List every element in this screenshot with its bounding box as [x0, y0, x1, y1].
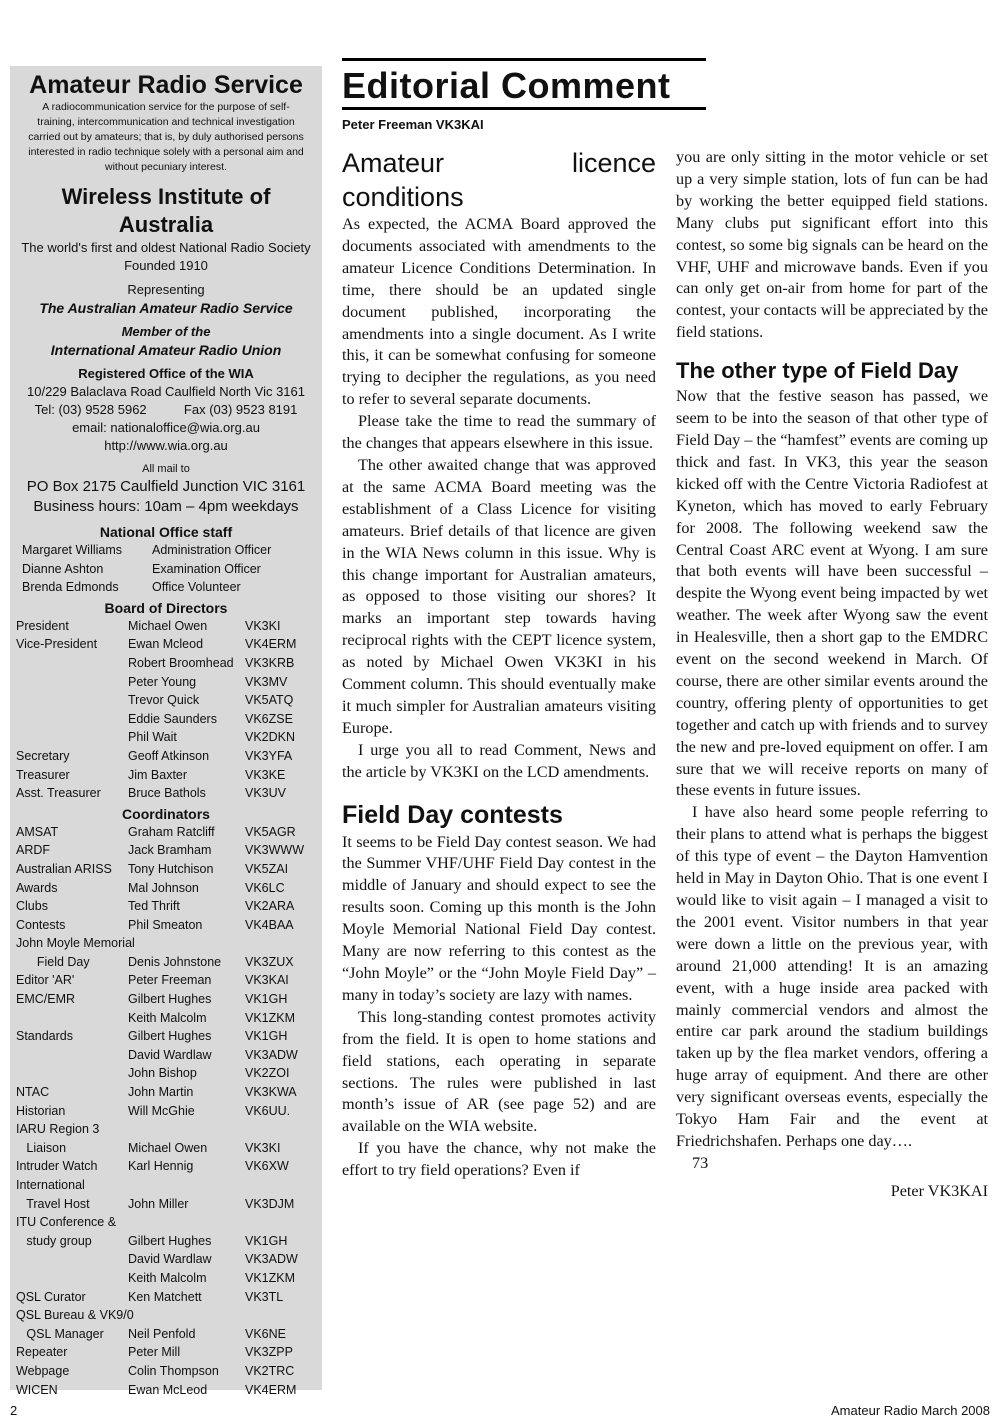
list-item: [16, 578, 316, 597]
publication-issue: Amateur Radio March 2008: [831, 1403, 990, 1418]
list-item: [16, 953, 316, 972]
position-title: Liaison: [16, 1140, 67, 1155]
heading-other-field-day: The other type of Field Day: [676, 358, 959, 384]
list-item: [16, 1157, 316, 1176]
person-name: Karl Hennig: [128, 1159, 194, 1174]
position-title: Asst. Treasurer: [16, 786, 101, 801]
paragraph: Please take the time to read the summary of the changes that appears elsewhere in this issue.: [342, 412, 656, 453]
person-name: Jim Baxter: [128, 767, 188, 782]
person-name: Geoff Atkinson: [128, 748, 210, 763]
person-name: Ewan McLeod: [128, 1382, 208, 1397]
list-item: [16, 766, 316, 785]
heading-licence-conditions: Amateur licence conditions: [342, 148, 656, 212]
paragraph: The other awaited change that was approved at the same ACMA Board meeting was the establishment of a Class Licence for visiting amateurs. Brief details of that licence are given in the WIA News column in this issue. Why is this change important for Australian amateurs, as opposed to those visiting our shores? It marks an important step towards having reciprocal rights with the CEPT licence system, as noted by Michael Owen VK3KI in his Comment column. This should eventually make it much simpler for Australian amateurs visiting Europe.: [342, 455, 656, 737]
person-name: Neil Penfold: [128, 1326, 196, 1341]
callsign: VK3KE: [245, 767, 286, 782]
list-item: [16, 747, 316, 766]
callsign: [245, 934, 315, 953]
callsign: VK3ADW: [245, 1252, 298, 1267]
callsign: VK6NE: [245, 1326, 286, 1341]
staff-role: Examination Officer: [152, 561, 261, 576]
page-number: 2: [10, 1403, 18, 1418]
position-title: Vice-President: [16, 637, 98, 652]
person-name: Ewan Mcleod: [128, 637, 204, 652]
callsign: VK3DJM: [245, 1196, 295, 1211]
position-title: [16, 710, 128, 729]
list-item: [16, 1009, 316, 1028]
web-address: http://www.wia.org.au: [104, 438, 228, 453]
person-name: Michael Owen: [128, 618, 208, 633]
staff-role: Administration Officer: [152, 543, 272, 557]
callsign: VK3WWW: [245, 843, 305, 858]
person-name: Gilbert Hughes: [128, 1233, 212, 1248]
person-name: Keith Malcolm: [128, 1270, 207, 1285]
representing-label: Representing: [127, 282, 205, 297]
list-item: [16, 560, 316, 579]
editorial-byline: Peter Freeman VK3KAI: [342, 117, 484, 132]
paragraph: As expected, the ACMA Board approved the documents associated with amendments to the amateur Licence Conditions Determination. In time, there should be an updated single document published, incorporating the amendments into a single document. As I write this, it can be somewhat confusing for someone trying to decipher the regulations, as you need to refer to several separate documents.: [342, 215, 656, 409]
position-title: ARDF: [16, 843, 51, 858]
editorial-header: [342, 58, 992, 132]
position-title: Australian ARISS: [16, 861, 112, 876]
callsign: VK2TRC: [245, 1363, 295, 1378]
board-list: [16, 617, 316, 803]
list-item: [16, 1288, 316, 1307]
staff-heading: National Office staff: [99, 524, 233, 540]
member-of-label: Member of the: [121, 324, 211, 339]
position-title: [16, 691, 128, 710]
callsign: VK3YFA: [245, 748, 293, 763]
position-title: Clubs: [16, 899, 48, 914]
list-item: [16, 691, 316, 710]
position-title: Historian: [16, 1103, 66, 1118]
list-item: [16, 1027, 316, 1046]
list-item: [16, 990, 316, 1009]
board-heading: Board of Directors: [104, 599, 228, 616]
registered-office-heading: Registered Office of the WIA: [78, 366, 254, 381]
position-title: President: [16, 618, 69, 633]
po-box: PO Box 2175 Caulfield Junction VIC 3161: [26, 478, 306, 495]
position-title: [16, 673, 128, 692]
position-title: Editor 'AR': [16, 973, 75, 988]
person-name: Michael Owen: [128, 1140, 208, 1155]
page-footer: [10, 1403, 990, 1418]
callsign: VK3KAI: [245, 973, 289, 988]
business-hours: Business hours: 10am – 4pm weekdays: [33, 498, 299, 515]
list-item: [16, 1064, 316, 1083]
person-name: Graham Ratcliff: [128, 824, 215, 839]
callsign: VK3TL: [245, 1289, 284, 1304]
callsign: VK5ZAI: [245, 861, 289, 876]
person-name: Bruce Bathols: [128, 786, 206, 801]
position-title: QSL Manager: [16, 1326, 104, 1341]
staff-name: Margaret Williams: [22, 543, 123, 557]
list-item: [16, 1250, 316, 1269]
callsign: VK3ZPP: [245, 1345, 293, 1360]
paragraph: Now that the festive season has passed, we seem to be into the season of that other type of Field Day – the “hamfest” events are coming up thick and fast. In VK3, this year the season kicked off with the Centre Victoria Radiofest at Kyneton, which has moved to early February for 2008. The following weekend saw the Central Coast ARC event at Wyong. I am sure that both events will have been successful – despite the Wyong event being impacted by wet weather. The week after Wyong saw the event in Healesville, then a short gap to the EMDRC event on the second weekend in March. Of course, there are other similar events around the country, offering plenty of opportunities to get together and catch up with friends and to survey the new and pre-loved equipment on offer. I am sure that we will receive reports on many of these events in future issues.: [676, 387, 988, 800]
staff-role: Office Volunteer: [152, 580, 241, 595]
wia-tagline: The world's first and oldest National Radio Society: [21, 240, 311, 255]
list-item: [16, 1195, 316, 1214]
person-name: John Martin: [128, 1085, 194, 1100]
person-name: [128, 934, 245, 953]
position-title: Webpage: [16, 1363, 70, 1378]
position-title: Standards: [16, 1029, 73, 1044]
list-item: [16, 1381, 316, 1400]
callsign: VK6LC: [245, 880, 285, 895]
list-item: [16, 1083, 316, 1102]
callsign: [245, 1120, 315, 1139]
person-name: John Bishop: [128, 1066, 197, 1081]
aars-name: The Australian Amateur Radio Service: [39, 300, 293, 316]
signoff: Peter VK3KAI: [890, 1181, 988, 1200]
person-name: David Wardlaw: [128, 1252, 212, 1267]
position-title: IARU Region 3: [16, 1122, 100, 1137]
position-title: Awards: [16, 880, 58, 895]
person-name: Peter Freeman: [128, 973, 212, 988]
editorial-title: Editorial Comment: [342, 58, 706, 110]
coordinators-heading: Coordinators: [122, 805, 210, 822]
paragraph: you are only sitting in the motor vehicle or set up a very simple station, lots of fun can be had by working the better equipped field stations. Many clubs put significant effort into this contest, so some big signals can be heard on the VHF, UHF and microwave bands. Even if you can only get on-air from home for part of the contest, your contacts will be appreciated by the field stations.: [676, 148, 988, 342]
person-name: Eddie Saunders: [128, 711, 217, 726]
list-item: [16, 971, 316, 990]
person-name: John Miller: [128, 1196, 189, 1211]
person-name: Keith Malcolm: [128, 1010, 207, 1025]
email-address: email: nationaloffice@wia.org.au: [72, 420, 260, 435]
person-name: Ken Matchett: [128, 1289, 202, 1304]
heading-field-day-contests: Field Day contests: [342, 800, 563, 829]
list-item: [16, 879, 316, 898]
list-item: [16, 1306, 316, 1325]
all-mail-label: All mail to: [142, 463, 190, 475]
position-title: Contests: [16, 917, 66, 932]
iaru-name: International Amateur Radio Union: [50, 342, 282, 358]
position-title: ITU Conference &: [16, 1215, 117, 1230]
list-item: [16, 1232, 316, 1251]
position-title: NTAC: [16, 1085, 50, 1100]
staff-name: Dianne Ashton: [22, 561, 104, 576]
position-title: [16, 728, 128, 747]
list-item: [16, 541, 316, 560]
person-name: Phil Wait: [128, 730, 177, 745]
callsign: [245, 1176, 315, 1195]
person-name: [128, 1176, 245, 1195]
callsign: VK4BAA: [245, 917, 294, 932]
callsign: VK4ERM: [245, 1382, 297, 1397]
paragraph: It seems to be Field Day contest season. We had the Summer VHF/UHF Field Day contest in the middle of January and should expect to see the results soon. Coming up this month is the John Moyle Memorial National Field Day contest. Many are now referring to this contest as the “John Moyle” or the “John Moyle Field Day” – many in today’s society are lazy with names.: [342, 832, 656, 1004]
position-title: [16, 654, 128, 673]
ars-description: A radiocommunication service for the purpose of self-training, intercommunication and technical investigation carried out by amateurs; that is, by duly authorised persons interested in radio technique solely with a personal aim and without pecuniary interest.: [28, 101, 304, 173]
position-title: International: [16, 1178, 85, 1192]
list-item: [16, 617, 316, 636]
staff-list: [16, 541, 316, 597]
office-address: 10/229 Balaclava Road Caulfield North Vic 3161: [27, 384, 305, 399]
person-name: [128, 1306, 245, 1325]
person-name: Colin Thompson: [128, 1363, 219, 1378]
person-name: [128, 1120, 245, 1139]
person-name: Denis Johnstone: [128, 954, 222, 969]
callsign: VK1GH: [245, 1233, 288, 1248]
callsign: VK6XW: [245, 1159, 289, 1174]
person-name: Tony Hutchison: [128, 861, 214, 876]
list-item: [16, 916, 316, 935]
position-title: [16, 1009, 128, 1028]
person-name: Peter Mill: [128, 1345, 181, 1360]
staff-name: Brenda Edmonds: [22, 580, 119, 595]
wia-founded: Founded 1910: [124, 258, 208, 273]
position-title: AMSAT: [16, 824, 59, 839]
list-item: [16, 823, 316, 842]
list-item: [16, 728, 316, 747]
person-name: Jack Bramham: [128, 843, 212, 858]
ars-title: Amateur Radio Service: [29, 71, 303, 99]
list-item: [16, 841, 316, 860]
callsign: VK2ARA: [245, 899, 295, 914]
list-item: [16, 1102, 316, 1121]
position-title: John Moyle Memorial: [16, 936, 135, 951]
callsign: [245, 1213, 315, 1232]
person-name: Mal Johnson: [128, 880, 199, 895]
callsign: VK5AGR: [245, 824, 296, 839]
callsign: VK3KI: [245, 618, 281, 633]
list-item: [16, 1343, 316, 1362]
callsign: VK4ERM: [245, 637, 297, 652]
position-title: Field Day: [16, 954, 90, 969]
position-title: Travel Host: [16, 1196, 90, 1211]
callsign: VK3KWA: [245, 1085, 297, 1100]
list-item: [16, 1325, 316, 1344]
callsign: VK1ZKM: [245, 1270, 296, 1285]
callsign: VK1ZKM: [245, 1010, 296, 1025]
position-title: Intruder Watch: [16, 1159, 98, 1174]
wia-title: Wireless Institute of Australia: [61, 184, 271, 237]
fax: Fax (03) 9523 8191: [183, 402, 298, 417]
position-title: [16, 1250, 128, 1269]
callsign: VK6UU.: [245, 1103, 291, 1118]
person-name: Gilbert Hughes: [128, 1029, 212, 1044]
position-title: [16, 1064, 128, 1083]
list-item: [16, 1046, 316, 1065]
person-name: [128, 1213, 245, 1232]
callsign: VK3KI: [245, 1140, 281, 1155]
callsign: VK3KRB: [245, 655, 295, 670]
list-item: [16, 710, 316, 729]
position-title: QSL Bureau & VK9/0: [16, 1308, 134, 1323]
callsign: VK1GH: [245, 1029, 288, 1044]
callsign: VK3ZUX: [245, 954, 294, 969]
list-item: [16, 1139, 316, 1158]
list-item: [16, 934, 316, 953]
list-item: [16, 1176, 316, 1195]
list-item: [16, 635, 316, 654]
callsign: VK5ATQ: [245, 693, 294, 708]
position-title: QSL Curator: [16, 1289, 86, 1304]
paragraph: If you have the chance, why not make the effort to try field operations? Even if: [342, 1139, 656, 1180]
callsign: VK2ZOI: [245, 1066, 290, 1081]
person-name: Trevor Quick: [128, 693, 200, 708]
callsign: [245, 1306, 315, 1325]
person-name: Ted Thrift: [128, 899, 180, 914]
callsign: VK1GH: [245, 992, 288, 1007]
list-item: [16, 1269, 316, 1288]
position-title: [16, 1269, 128, 1288]
callsign: VK3UV: [245, 786, 286, 801]
list-item: [16, 1362, 316, 1381]
position-title: [16, 1046, 128, 1065]
list-item: [16, 673, 316, 692]
position-title: WICEN: [16, 1382, 58, 1397]
list-item: [16, 1213, 316, 1232]
position-title: Treasurer: [16, 767, 70, 782]
position-title: Secretary: [16, 748, 70, 763]
position-title: Repeater: [16, 1345, 68, 1360]
telephone: Tel: (03) 9528 5962: [34, 402, 147, 417]
phone-row: [16, 401, 316, 419]
list-item: [16, 897, 316, 916]
position-title: EMC/EMR: [16, 992, 76, 1007]
paragraph: I urge you all to read Comment, News and the article by VK3KI on the LCD amendments.: [342, 740, 656, 781]
callsign: VK3MV: [245, 674, 288, 689]
callsign: VK2DKN: [245, 730, 296, 745]
coordinators-list: [16, 823, 316, 1399]
person-name: Will McGhie: [128, 1103, 195, 1118]
position-title: study group: [16, 1233, 92, 1248]
closing-73: 73: [692, 1153, 709, 1172]
callsign: VK6ZSE: [245, 711, 293, 726]
article-column-left: [342, 146, 656, 1182]
list-item: [16, 860, 316, 879]
callsign: VK3ADW: [245, 1047, 298, 1062]
paragraph: I have also heard some people referring to their plans to attend what is perhaps the biggest of this type of event – the Dayton Hamvention held in May in Dayton Ohio. That is one event I would like to visit again – I managed a visit to the 2001 event. Visitor numbers in that year were down a little on the previous year, with around 21,000 attending! It is an amazing event, with a huge inside area packed with mainly commercial vendors and almost the entire car park around the stadium buildings taken up by the flea market vendors, offering a huge array of equipment. And there are other very significant overseas events, especially the Tokyo Ham Fair and the event at Friedrichshafen. Perhaps one day….: [676, 803, 988, 1150]
person-name: Phil Smeaton: [128, 917, 203, 932]
person-name: Robert Broomhead: [128, 655, 234, 670]
article-column-right: [676, 147, 988, 1203]
wia-info-sidebar: [10, 66, 322, 1397]
person-name: Gilbert Hughes: [128, 992, 212, 1007]
list-item: [16, 784, 316, 803]
paragraph: This long-standing contest promotes activity from the field. It is open to home stations and field stations, each operating in separate sections. The rules were published in last month’s issue of AR (see page 52) and are available on the WIA website.: [342, 1007, 656, 1136]
person-name: David Wardlaw: [128, 1047, 212, 1062]
person-name: Peter Young: [128, 674, 197, 689]
list-item: [16, 1120, 316, 1139]
list-item: [16, 654, 316, 673]
